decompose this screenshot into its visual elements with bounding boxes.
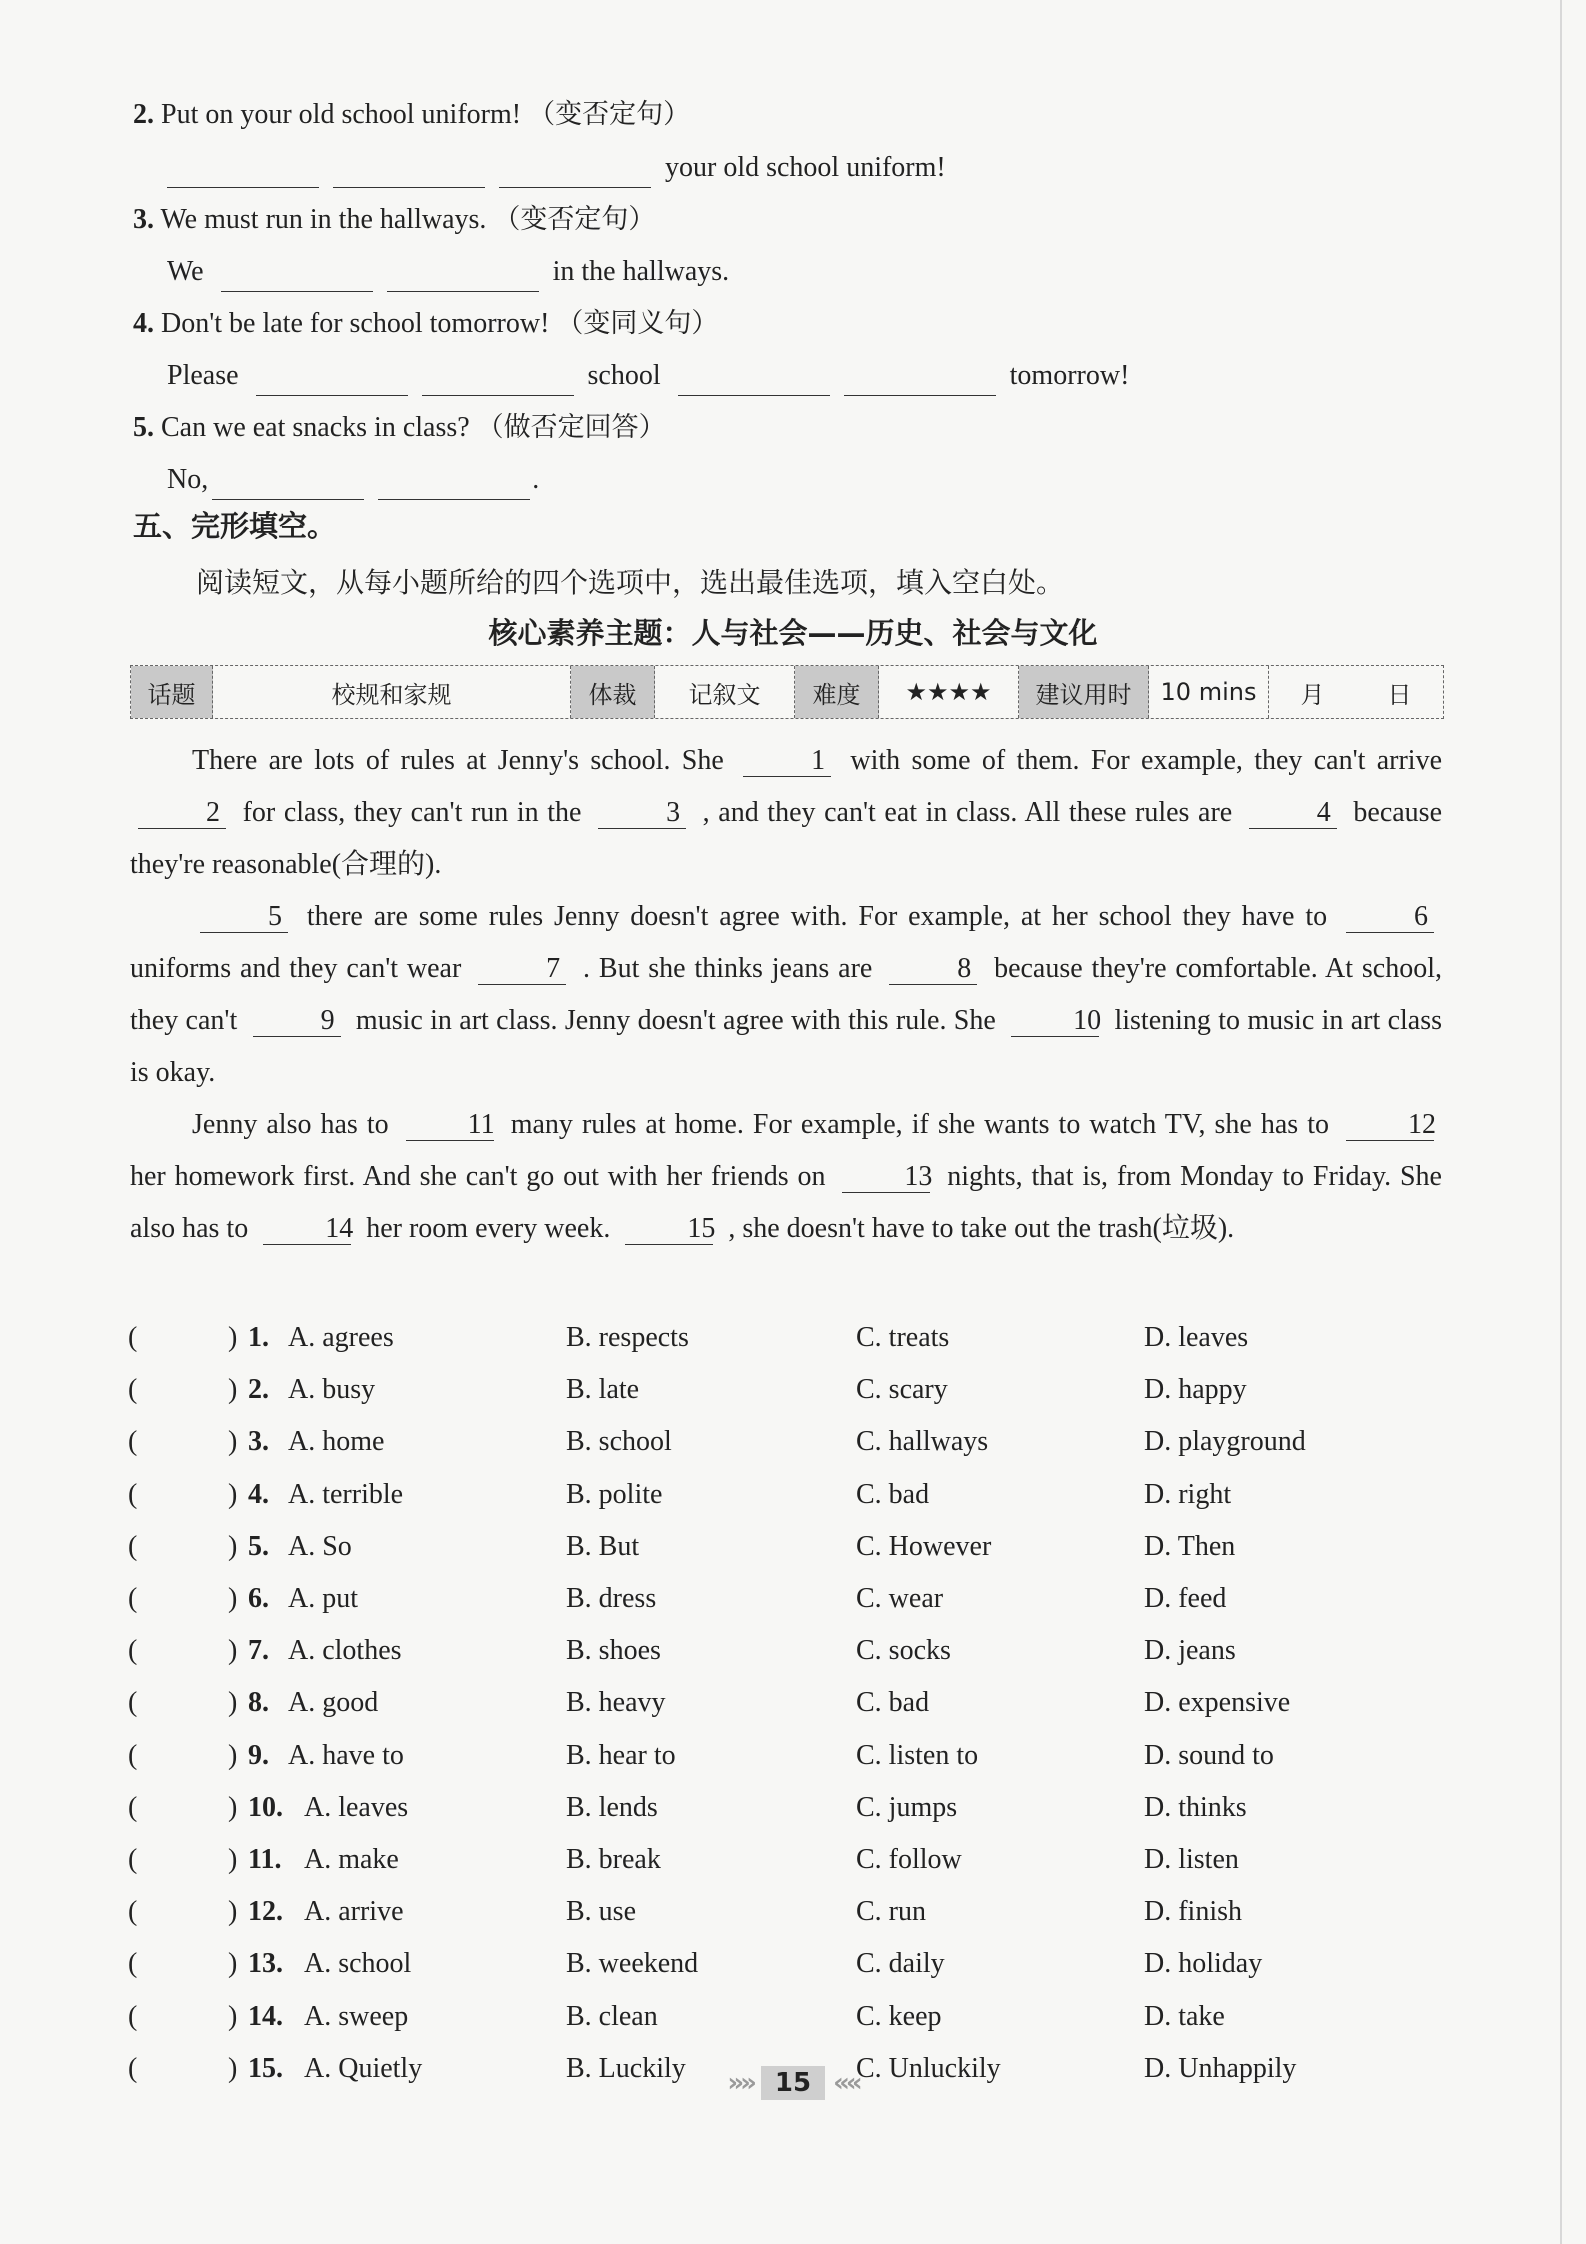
answer-bracket-open[interactable]: ( — [128, 1583, 138, 1614]
cloze-blank-11[interactable]: 11 — [406, 1110, 494, 1141]
option-b[interactable]: B. weekend — [566, 1948, 699, 1980]
option-a[interactable]: A. Quietly — [304, 2052, 423, 2084]
passage-text: many rules at home. For example, if she wants to watch TV, she has to — [501, 1109, 1339, 1140]
passage-text: uniforms and they can't wear — [130, 953, 471, 984]
left-arrows: »» — [727, 2068, 753, 2098]
option-b[interactable]: B. lends — [566, 1791, 658, 1823]
page-footer — [0, 2066, 1586, 2100]
cloze-blank-14[interactable]: 14 — [263, 1214, 351, 1245]
option-b[interactable]: B. school — [566, 1426, 672, 1458]
option-row — [128, 1944, 1428, 1984]
option-number: 3. — [248, 1426, 269, 1458]
option-a[interactable]: A. sweep — [304, 2000, 409, 2032]
cloze-blank-2[interactable]: 2 — [138, 798, 226, 829]
option-number: 4. — [248, 1478, 269, 1510]
answer-blank[interactable] — [844, 365, 996, 396]
option-b[interactable]: B. shoes — [566, 1635, 661, 1667]
question-5 — [133, 408, 666, 448]
option-number: 12. — [248, 1896, 283, 1928]
section-title: 五、完形填空。 — [133, 509, 337, 543]
option-number: 2. — [248, 1374, 269, 1406]
option-b[interactable]: B. respects — [566, 1322, 689, 1353]
option-a[interactable]: A. make — [304, 1844, 399, 1875]
answer-bracket-open[interactable]: ( — [128, 1635, 138, 1667]
answer-lead: Please — [167, 360, 239, 391]
option-row — [128, 1788, 1428, 1828]
answer-bracket-close: ) — [228, 1687, 238, 1719]
answer-blank[interactable] — [378, 469, 530, 500]
passage-text: listening to music in art class is okay. — [130, 1005, 1443, 1088]
option-row — [128, 1631, 1428, 1671]
passage-text: with some of them. For example, they can't arrive — [839, 745, 1443, 776]
cloze-blank-13[interactable]: 13 — [842, 1162, 930, 1193]
page-edge — [1560, 0, 1562, 2244]
option-d[interactable]: D. thinks — [1144, 1791, 1247, 1823]
option-number: 15. — [248, 2052, 283, 2084]
theme-title: 核心素养主题：人与社会——历史、社会与文化 — [488, 616, 1098, 650]
answer-tail: in the hallways. — [552, 256, 730, 287]
answer-blank[interactable] — [256, 365, 408, 396]
answer-bracket-open[interactable]: ( — [128, 1687, 138, 1719]
option-row — [128, 1579, 1428, 1619]
option-d[interactable]: D. playground — [1144, 1426, 1306, 1458]
answer-bracket-close: ) — [228, 2052, 238, 2084]
question-hint: （变否定句） — [493, 204, 656, 235]
topic-value: 校规和家规 — [213, 666, 571, 718]
answer-bracket-open[interactable]: ( — [128, 1530, 138, 1562]
cloze-blank-7[interactable]: 7 — [478, 954, 566, 985]
right-arrows: «« — [833, 2068, 859, 2098]
option-d[interactable]: D. right — [1144, 1478, 1232, 1510]
cloze-blank-3[interactable]: 3 — [598, 798, 686, 829]
answer-blank[interactable] — [387, 261, 539, 292]
answer-bracket-close: ) — [228, 1948, 238, 1980]
option-number: 11. — [248, 1844, 282, 1875]
passage-text: her homework first. And she can't go out with her friends on — [130, 1161, 835, 1192]
passage-text: There are lots of rules at Jenny's school. She — [192, 745, 736, 776]
option-a[interactable]: A. agrees — [288, 1322, 394, 1353]
time-label: 建议用时 — [1019, 666, 1149, 718]
answer-blank[interactable] — [333, 157, 485, 188]
cloze-blank-15[interactable]: 15 — [625, 1214, 713, 1245]
option-number: 13. — [248, 1948, 283, 1980]
answer-lead: No, — [167, 464, 209, 495]
answer-mid: school — [587, 360, 661, 391]
option-d[interactable]: D. listen — [1144, 1844, 1239, 1875]
option-a[interactable]: A. arrive — [304, 1896, 404, 1928]
option-number: 5. — [248, 1530, 269, 1562]
option-row — [128, 1370, 1428, 1410]
question-number: 3. — [133, 204, 154, 235]
answer-bracket-open[interactable]: ( — [128, 1426, 138, 1458]
option-a[interactable]: A. have to — [288, 1739, 404, 1771]
option-d[interactable]: D. happy — [1144, 1374, 1247, 1406]
option-b[interactable]: B. late — [566, 1374, 640, 1406]
option-d[interactable]: D. holiday — [1144, 1948, 1263, 1980]
passage-text: there are some rules Jenny doesn't agree with. For example, at her school they have to — [296, 901, 1338, 932]
option-row — [128, 1475, 1428, 1515]
option-row — [128, 1683, 1428, 1723]
cloze-blank-6[interactable]: 6 — [1346, 902, 1434, 933]
cloze-blank-4[interactable]: 4 — [1249, 798, 1337, 829]
cloze-blank-10[interactable]: 10 — [1011, 1006, 1099, 1037]
option-c[interactable]: C. daily — [856, 1948, 945, 1980]
cloze-blank-9[interactable]: 9 — [253, 1006, 341, 1037]
answer-blank[interactable] — [221, 261, 373, 292]
option-d[interactable]: D. finish — [1144, 1896, 1242, 1928]
answer-blank[interactable] — [678, 365, 830, 396]
option-number: 6. — [248, 1583, 269, 1614]
option-number: 14. — [248, 2000, 283, 2032]
passage-text: Jenny also has to — [192, 1109, 398, 1140]
option-d[interactable]: D. jeans — [1144, 1635, 1236, 1667]
answer-bracket-close: ) — [228, 1426, 238, 1458]
answer-bracket-open[interactable]: ( — [128, 1948, 138, 1980]
option-c[interactable]: C. bad — [856, 1478, 930, 1510]
answer-bracket-close: ) — [228, 2000, 238, 2032]
answer-bracket-close: ) — [228, 1739, 238, 1771]
option-c[interactable]: C. scary — [856, 1374, 948, 1406]
option-a[interactable]: A. school — [304, 1948, 412, 1980]
genre-value: 记叙文 — [655, 666, 795, 718]
question-text: Can we eat snacks in class? — [161, 412, 470, 443]
answer-bracket-close: ) — [228, 1635, 238, 1667]
option-c[interactable]: C. wear — [856, 1583, 944, 1614]
question-text: Don't be late for school tomorrow! — [161, 308, 550, 339]
passage-text: nights, that is, from Monday to Friday. She also has to — [130, 1161, 1442, 1244]
option-row — [128, 1318, 1428, 1358]
option-row — [128, 1997, 1428, 2037]
passage-text: her room every week. — [359, 1213, 618, 1244]
time-value: 10 mins — [1149, 666, 1269, 718]
option-a[interactable]: A. home — [288, 1426, 385, 1458]
answer-bracket-open[interactable]: ( — [128, 1896, 138, 1928]
question-hint: （变否定句） — [528, 99, 691, 130]
answer-blank[interactable] — [422, 365, 574, 396]
option-d[interactable]: D. expensive — [1144, 1687, 1291, 1719]
option-number: 7. — [248, 1635, 269, 1667]
option-a[interactable]: A. good — [288, 1687, 379, 1719]
answer-bracket-close: ) — [228, 1322, 238, 1353]
option-b[interactable]: B. dress — [566, 1583, 657, 1614]
passage-paragraph-3 — [130, 1099, 1442, 1255]
answer-bracket-open[interactable]: ( — [128, 1374, 138, 1406]
question-number: 4. — [133, 308, 154, 339]
passage-text: because they're reasonable(合理的). — [130, 797, 1443, 880]
option-c[interactable]: C. hallways — [856, 1426, 989, 1458]
answer-bracket-close: ) — [228, 1530, 238, 1562]
answer-bracket-close: ) — [228, 1791, 238, 1823]
option-b[interactable]: B. polite — [566, 1478, 663, 1510]
option-a[interactable]: A. busy — [288, 1374, 376, 1406]
difficulty-stars: ★★★★ — [879, 666, 1019, 718]
option-c[interactable]: C. follow — [856, 1844, 962, 1875]
option-a[interactable]: A. leaves — [304, 1791, 409, 1823]
option-row — [128, 1840, 1428, 1880]
cloze-blank-5[interactable]: 5 — [200, 902, 288, 933]
question-3 — [133, 200, 655, 240]
answer-bracket-open[interactable]: ( — [128, 1478, 138, 1510]
passage-text: for class, they can't run in the — [234, 797, 591, 828]
answer-line-2 — [167, 148, 946, 188]
passage-text: music in art class. Jenny doesn't agree with this rule. She — [348, 1005, 1004, 1036]
answer-lead: We — [167, 256, 204, 287]
question-hint: （变同义句） — [556, 308, 719, 339]
option-row — [128, 1736, 1428, 1776]
question-number: 2. — [133, 99, 154, 130]
answer-bracket-open[interactable]: ( — [128, 1791, 138, 1823]
option-row — [128, 1527, 1428, 1567]
option-a[interactable]: A. put — [288, 1583, 358, 1614]
option-b[interactable]: B. clean — [566, 2000, 658, 2032]
answer-bracket-open[interactable]: ( — [128, 2052, 138, 2084]
question-4 — [133, 304, 718, 344]
option-row — [128, 1422, 1428, 1462]
option-b[interactable]: B. hear to — [566, 1739, 676, 1771]
option-c[interactable]: C. treats — [856, 1322, 950, 1353]
month-label: 月 — [1300, 680, 1325, 709]
date-cell[interactable] — [1269, 666, 1443, 718]
answer-tail: . — [532, 464, 540, 495]
question-hint: （做否定回答） — [476, 412, 666, 443]
option-row — [128, 1892, 1428, 1932]
genre-label: 体裁 — [571, 666, 655, 718]
answer-bracket-open[interactable]: ( — [128, 2000, 138, 2032]
answer-bracket-close: ) — [228, 1374, 238, 1406]
answer-bracket-open[interactable]: ( — [128, 1844, 138, 1875]
answer-blank[interactable] — [212, 469, 364, 500]
instruction-text: 阅读短文，从每小题所给的四个选项中，选出最佳选项，填入空白处。 — [196, 566, 1065, 599]
option-d[interactable]: D. sound to — [1144, 1739, 1274, 1771]
passage-paragraph-1 — [130, 735, 1442, 891]
option-number: 1. — [248, 1322, 269, 1353]
cloze-blank-8[interactable]: 8 — [889, 954, 977, 985]
passage-text: , and they can't eat in class. All these rules are — [694, 797, 1241, 828]
answer-bracket-open[interactable]: ( — [128, 1739, 138, 1771]
option-c[interactable]: C. keep — [856, 2000, 942, 2032]
option-number: 10. — [248, 1791, 283, 1823]
question-number: 5. — [133, 412, 154, 443]
option-c[interactable]: C. run — [856, 1896, 926, 1928]
answer-line-3 — [167, 252, 729, 292]
option-d[interactable]: D. feed — [1144, 1583, 1227, 1614]
option-b[interactable]: B. Luckily — [566, 2052, 686, 2084]
passage-paragraph-2 — [130, 891, 1442, 1099]
option-number: 8. — [248, 1687, 269, 1719]
option-a[interactable]: A. So — [288, 1530, 352, 1562]
option-d[interactable]: D. take — [1144, 2000, 1225, 2032]
option-c[interactable]: C. listen to — [856, 1739, 979, 1771]
option-c[interactable]: C. socks — [856, 1635, 951, 1667]
answer-line-4 — [167, 356, 1129, 396]
option-b[interactable]: B. heavy — [566, 1687, 666, 1719]
option-b[interactable]: B. But — [566, 1530, 640, 1562]
option-b[interactable]: B. use — [566, 1896, 636, 1928]
passage-text: , she doesn't have to take out the trash(垃圾). — [721, 1213, 1235, 1244]
option-c[interactable]: C. However — [856, 1530, 992, 1562]
option-d[interactable]: D. Unhappily — [1144, 2052, 1297, 2084]
question-text: We must run in the hallways. — [160, 204, 487, 235]
question-text: Put on your old school uniform! — [161, 99, 522, 130]
option-number: 9. — [248, 1739, 269, 1771]
answer-bracket-close: ) — [228, 1896, 238, 1928]
answer-tail: tomorrow! — [1009, 360, 1130, 391]
answer-tail: your old school uniform! — [665, 152, 946, 183]
option-d[interactable]: D. leaves — [1144, 1322, 1249, 1353]
option-d[interactable]: D. Then — [1144, 1530, 1236, 1562]
info-bar — [130, 665, 1444, 719]
difficulty-label: 难度 — [795, 666, 879, 718]
passage-text: . But she thinks jeans are — [574, 953, 882, 984]
question-2 — [133, 95, 690, 135]
topic-label: 话题 — [131, 666, 213, 718]
answer-bracket-close: ) — [228, 1844, 238, 1875]
passage-text: because they're comfortable. At school, they can't — [130, 953, 1442, 1036]
answer-bracket-close: ) — [228, 1478, 238, 1510]
option-b[interactable]: B. break — [566, 1844, 661, 1875]
page-number: 15 — [761, 2066, 825, 2100]
day-label: 日 — [1387, 680, 1412, 709]
option-c[interactable]: C. jumps — [856, 1791, 958, 1823]
option-a[interactable]: A. terrible — [288, 1478, 404, 1510]
answer-bracket-open[interactable]: ( — [128, 1322, 138, 1353]
option-c[interactable]: C. Unluckily — [856, 2052, 1001, 2084]
answer-line-5 — [167, 460, 539, 500]
answer-blank[interactable] — [499, 157, 651, 188]
answer-bracket-close: ) — [228, 1583, 238, 1614]
cloze-blank-12[interactable]: 12 — [1346, 1110, 1434, 1141]
option-c[interactable]: C. bad — [856, 1687, 930, 1719]
answer-blank[interactable] — [167, 157, 319, 188]
option-a[interactable]: A. clothes — [288, 1635, 402, 1667]
cloze-blank-1[interactable]: 1 — [743, 746, 831, 777]
